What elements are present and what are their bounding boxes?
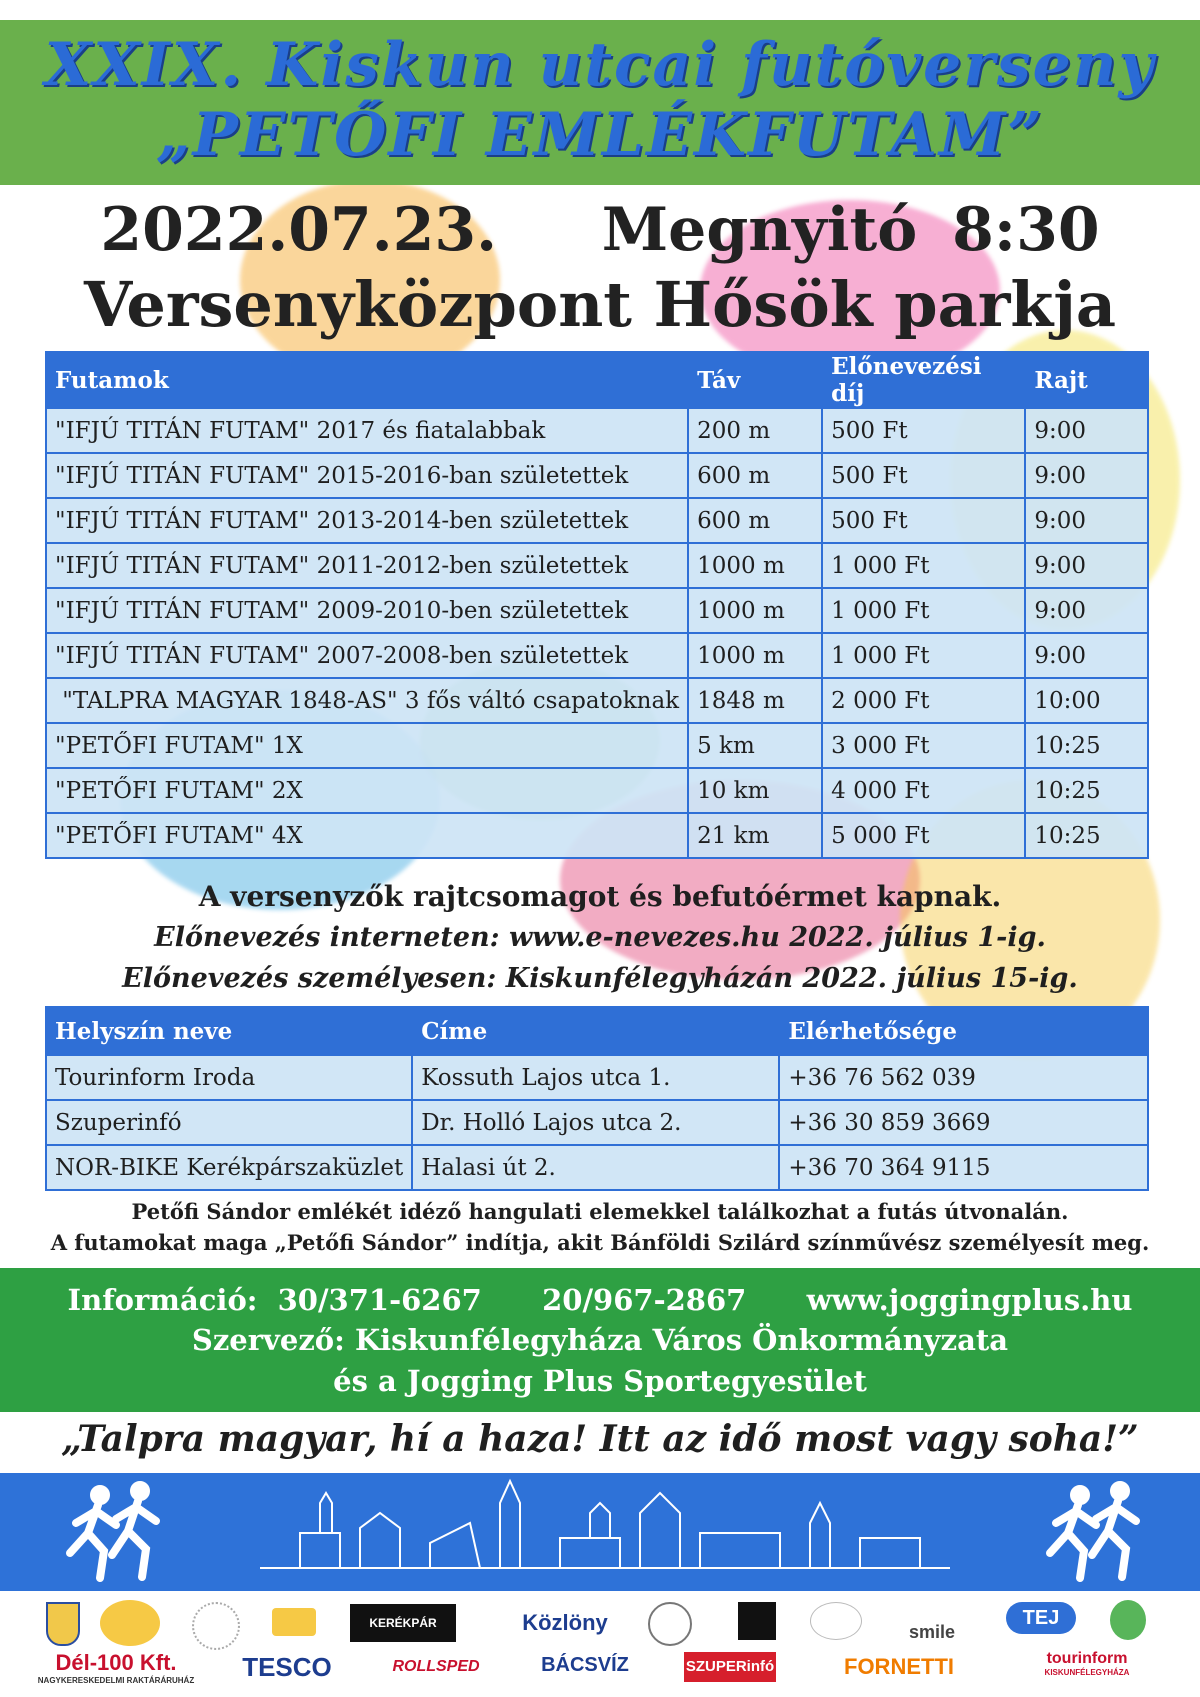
tesco-text: TESCO <box>242 1652 332 1682</box>
table-cell: 5 km <box>688 723 822 768</box>
info-contacts: Információ: 30/371-6267 20/967-2867 www.joggingplus.hu <box>67 1283 1133 1317</box>
city-band <box>0 1473 1200 1591</box>
races-table <box>45 351 1149 859</box>
bacsviz-logo <box>530 1654 640 1677</box>
column-header: Előnevezési díj <box>822 352 1025 408</box>
column-header: Rajt <box>1025 352 1148 408</box>
del100-subtext: NAGYKERESKEDELMI RAKTÁRÁRUHÁZ <box>37 1676 195 1685</box>
tourinform-logo <box>1024 1650 1150 1677</box>
table-row <box>46 723 1148 768</box>
table-row <box>46 678 1148 723</box>
route-note: Petőfi Sándor emlékét idéző hangulati elemekkel találkozhat a futás útvonalán. <box>131 1199 1069 1224</box>
table-row <box>46 498 1148 543</box>
museum-logo <box>648 1602 692 1646</box>
jogging-plus-logo <box>100 1600 160 1646</box>
table-row <box>46 408 1148 453</box>
table-row <box>46 453 1148 498</box>
kozlony-text: Közlöny <box>522 1610 608 1635</box>
table-cell: 500 Ft <box>822 408 1025 453</box>
venues-body <box>46 1055 1148 1190</box>
fornetti-logo <box>824 1654 974 1680</box>
table-cell: "TALPRA MAGYAR 1848-AS" 3 fős váltó csapatoknak <box>46 678 688 723</box>
table-cell: 1000 m <box>688 588 822 633</box>
event-title: XXIX. Kiskun utcai futóverseny <box>44 30 1156 100</box>
red-logo <box>738 1602 776 1640</box>
table-cell: 10:00 <box>1025 678 1148 723</box>
races-body <box>46 408 1148 858</box>
norbike-logo <box>350 1604 456 1642</box>
del100-logo <box>36 1650 196 1685</box>
smile-text: smile <box>908 1622 956 1642</box>
table-cell: NOR-BIKE Kerékpárszaküzlet <box>46 1145 412 1190</box>
table-row <box>46 588 1148 633</box>
table-cell: Halasi út 2. <box>412 1145 779 1190</box>
table-cell: 10:25 <box>1025 723 1148 768</box>
table-cell: Tourinform Iroda <box>46 1055 412 1100</box>
table-row <box>46 1100 1148 1145</box>
city-skyline-illustration <box>0 1473 1200 1591</box>
column-header: Helyszín neve <box>46 1007 412 1055</box>
table-cell: 500 Ft <box>822 453 1025 498</box>
event-subtitle: „PETŐFI EMLÉKFUTAM” <box>156 100 1044 170</box>
table-row <box>46 633 1148 678</box>
szuperinfo-logo <box>684 1652 776 1682</box>
table-cell: 5 000 Ft <box>822 813 1025 858</box>
bacsviz-text: BÁCSVÍZ <box>541 1654 629 1676</box>
table-cell: 600 m <box>688 498 822 543</box>
table-cell: 9:00 <box>1025 498 1148 543</box>
table-cell: Szuperinfó <box>46 1100 412 1145</box>
table-header-row <box>46 352 1148 408</box>
kerekpar-text: KERÉKPÁR <box>369 1616 437 1630</box>
sponsors-strip <box>0 1596 1200 1697</box>
sponsor-logo-round <box>192 1602 240 1650</box>
szuperinfo-text: SZUPERinfó <box>685 1658 775 1675</box>
tourinform-subtext: KISKUNFÉLEGYHÁZA <box>1044 1668 1130 1677</box>
tesco-logo <box>232 1652 342 1683</box>
column-header: Futamok <box>46 352 688 408</box>
table-cell: 1 000 Ft <box>822 588 1025 633</box>
table-cell: 1000 m <box>688 633 822 678</box>
tourinform-text: tourinform <box>1046 1650 1128 1667</box>
table-cell: +36 70 364 9115 <box>779 1145 1148 1190</box>
package-note: A versenyzők rajtcsomagot és befutóérmet kapnak. <box>198 880 1002 913</box>
rollsped-text: ROLLSPED <box>392 1658 480 1675</box>
tej-logo <box>1006 1602 1076 1634</box>
table-cell: 1000 m <box>688 543 822 588</box>
tej-text: TEJ <box>1022 1607 1060 1629</box>
table-cell: 10 km <box>688 768 822 813</box>
marka-logo <box>272 1608 316 1636</box>
table-cell: 3 000 Ft <box>822 723 1025 768</box>
personal-entry-note: Előnevezés személyesen: Kiskunfélegyházán 2022. július 15-ig. <box>122 963 1078 994</box>
table-cell: Dr. Holló Lajos utca 2. <box>412 1100 779 1145</box>
table-cell: 9:00 <box>1025 633 1148 678</box>
table-cell: +36 76 562 039 <box>779 1055 1148 1100</box>
race-center: Versenyközpont Hősök parkja <box>84 268 1116 341</box>
rollsped-logo <box>386 1658 486 1676</box>
venues-table <box>45 1006 1149 1191</box>
table-cell: 1 000 Ft <box>822 543 1025 588</box>
table-header-row <box>46 1007 1148 1055</box>
table-cell: 1 000 Ft <box>822 633 1025 678</box>
table-cell: 9:00 <box>1025 588 1148 633</box>
table-row <box>46 1055 1148 1100</box>
kozlony-logo <box>500 1610 630 1636</box>
table-cell: "IFJÚ TITÁN FUTAM" 2017 és fiatalabbak <box>46 408 688 453</box>
fornetti-text: FORNETTI <box>844 1654 954 1679</box>
motto: „Talpra magyar, hí a haza! Itt az idő most vagy soha!” <box>61 1418 1139 1460</box>
table-cell: 200 m <box>688 408 822 453</box>
table-cell: 1848 m <box>688 678 822 723</box>
kovacs-logo <box>810 1602 862 1640</box>
table-cell: 2 000 Ft <box>822 678 1025 723</box>
del100-text: Dél-100 Kft. <box>55 1650 177 1675</box>
table-cell: Kossuth Lajos utca 1. <box>412 1055 779 1100</box>
city-buildings <box>260 1481 950 1568</box>
table-cell: "PETŐFI FUTAM" 4X <box>46 813 688 858</box>
organizer-line-2: és a Jogging Plus Sportegyesület <box>333 1364 867 1398</box>
table-cell: 10:25 <box>1025 813 1148 858</box>
table-cell: 600 m <box>688 453 822 498</box>
table-cell: 21 km <box>688 813 822 858</box>
table-row <box>46 813 1148 858</box>
table-cell: "IFJÚ TITÁN FUTAM" 2007-2008-ben születettek <box>46 633 688 678</box>
column-header: Címe <box>412 1007 779 1055</box>
table-cell: "IFJÚ TITÁN FUTAM" 2009-2010-ben születettek <box>46 588 688 633</box>
table-cell: "IFJÚ TITÁN FUTAM" 2015-2016-ban születettek <box>46 453 688 498</box>
table-row <box>46 1145 1148 1190</box>
table-row <box>46 768 1148 813</box>
table-cell: 500 Ft <box>822 498 1025 543</box>
table-cell: 10:25 <box>1025 768 1148 813</box>
runner-icon <box>70 1482 156 1578</box>
table-cell: 9:00 <box>1025 453 1148 498</box>
table-cell: "PETŐFI FUTAM" 1X <box>46 723 688 768</box>
smile-logo <box>890 1604 974 1642</box>
table-row <box>46 543 1148 588</box>
table-cell: 9:00 <box>1025 543 1148 588</box>
table-cell: 4 000 Ft <box>822 768 1025 813</box>
city-crest-logo <box>46 1602 80 1646</box>
table-cell: "PETŐFI FUTAM" 2X <box>46 768 688 813</box>
organizer-line: Szervező: Kiskunfélegyháza Város Önkormányzata <box>191 1323 1009 1357</box>
table-cell: "IFJÚ TITÁN FUTAM" 2013-2014-ben születettek <box>46 498 688 543</box>
mascot-logo <box>1110 1600 1146 1640</box>
column-header: Táv <box>688 352 822 408</box>
starter-note: A futamokat maga „Petőfi Sándor” indítja, akit Bánföldi Szilárd színművész személyesít meg. <box>50 1230 1150 1255</box>
date-opening: 2022.07.23. Megnyitó 8:30 <box>100 195 1100 265</box>
table-cell: +36 30 859 3669 <box>779 1100 1148 1145</box>
table-cell: 9:00 <box>1025 408 1148 453</box>
table-cell: "IFJÚ TITÁN FUTAM" 2011-2012-ben születettek <box>46 543 688 588</box>
column-header: Elérhetősége <box>779 1007 1148 1055</box>
runner-icon <box>1050 1482 1136 1578</box>
online-entry-note: Előnevezés interneten: www.e-nevezes.hu 2022. július 1-ig. <box>154 922 1046 953</box>
